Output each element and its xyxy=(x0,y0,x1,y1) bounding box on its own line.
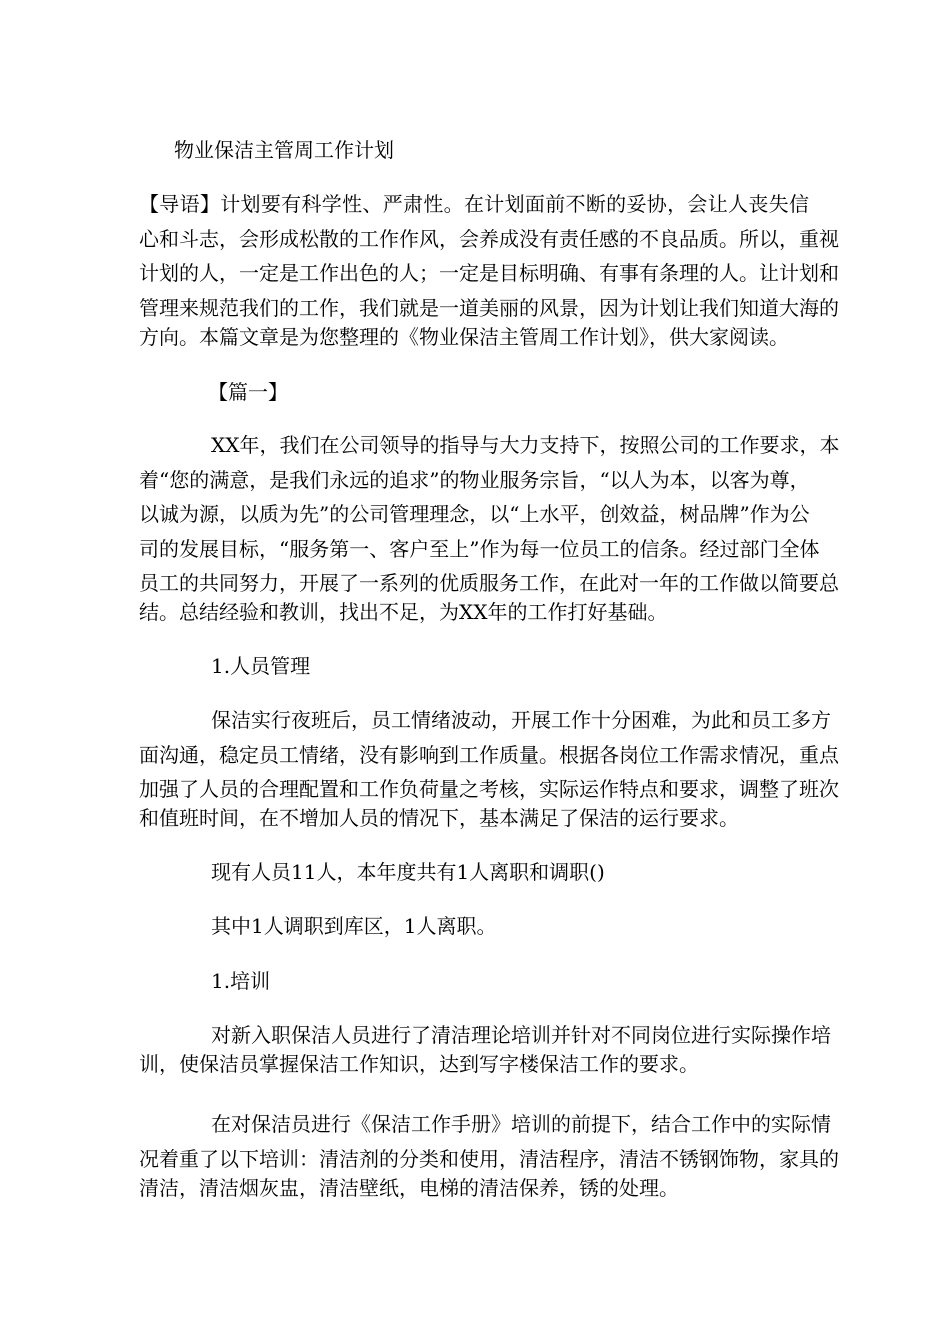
paragraph-line: 加强了人员的合理配置和工作负荷量之考核，实际运作特点和要求，调整了班次 xyxy=(139,777,839,801)
paragraph-line: 在对保洁员进行《保洁工作手册》培训的前提下，结合工作中的实际情 xyxy=(211,1112,831,1136)
document-title: 物业保洁主管周工作计划 xyxy=(174,138,394,162)
paragraph-line: 面沟通，稳定员工情绪，没有影响到工作质量。根据各岗位工作需求情况，重点 xyxy=(139,743,839,767)
paragraph-line: 管理来规范我们的工作，我们就是一道美丽的风景，因为计划让我们知道大海的 xyxy=(139,296,839,320)
heading-personnel-management: 1.人员管理 xyxy=(211,654,311,678)
paragraph-line: 况着重了以下培训：清洁剂的分类和使用，清洁程序，清洁不锈钢饰物，家具的 xyxy=(139,1147,839,1171)
paragraph-line: 计划的人，一定是工作出色的人；一定是目标明确、有事有条理的人。让计划和 xyxy=(139,261,839,285)
paragraph-line: 清洁，清洁烟灰盅，清洁壁纸，电梯的清洁保养，锈的处理。 xyxy=(139,1176,679,1200)
paragraph-line: 结。总结经验和教训，找出不足，为XX年的工作打好基础。 xyxy=(139,600,668,624)
paragraph-line: 【导语】计划要有科学性、严肃性。在计划面前不断的妥协，会让人丧失信 xyxy=(139,192,809,216)
staff-count-line: 现有人员11人，本年度共有1人离职和调职() xyxy=(211,860,605,884)
paragraph-line: 着“您的满意，是我们永远的追求”的物业服务宗旨，“以人为本，以客为尊， xyxy=(139,468,810,492)
heading-training: 1.培训 xyxy=(211,969,271,993)
staff-detail-line: 其中1人调职到库区，1人离职。 xyxy=(211,914,497,938)
paragraph-line: 训，使保洁员掌握保洁工作知识，达到写字楼保洁工作的要求。 xyxy=(139,1052,699,1076)
paragraph-line: 方向。本篇文章是为您整理的《物业保洁主管周工作计划》，供大家阅读。 xyxy=(139,325,789,349)
paragraph-line: 心和斗志，会形成松散的工作作风，会养成没有责任感的不良品质。所以，重视 xyxy=(139,227,839,251)
paragraph-line: 以诚为源，以质为先”的公司管理理念，以“上水平，创效益，树品牌”作为公 xyxy=(139,502,810,526)
paragraph-line: 保洁实行夜班后，员工情绪波动，开展工作十分困难，为此和员工多方 xyxy=(211,708,831,732)
paragraph-line: XX年，我们在公司领导的指导与大力支持下，按照公司的工作要求，本 xyxy=(211,433,840,457)
paragraph-line: 和值班时间，在不增加人员的情况下，基本满足了保洁的运行要求。 xyxy=(139,806,739,830)
paragraph-line: 司的发展目标，“服务第一、客户至上”作为每一位员工的信条。经过部门全体 xyxy=(139,537,820,561)
paragraph-line: 对新入职保洁人员进行了清洁理论培训并针对不同岗位进行实际操作培 xyxy=(211,1023,831,1047)
section-heading: 【篇一】 xyxy=(208,380,288,404)
paragraph-line: 员工的共同努力，开展了一系列的优质服务工作，在此对一年的工作做以简要总 xyxy=(139,571,839,595)
